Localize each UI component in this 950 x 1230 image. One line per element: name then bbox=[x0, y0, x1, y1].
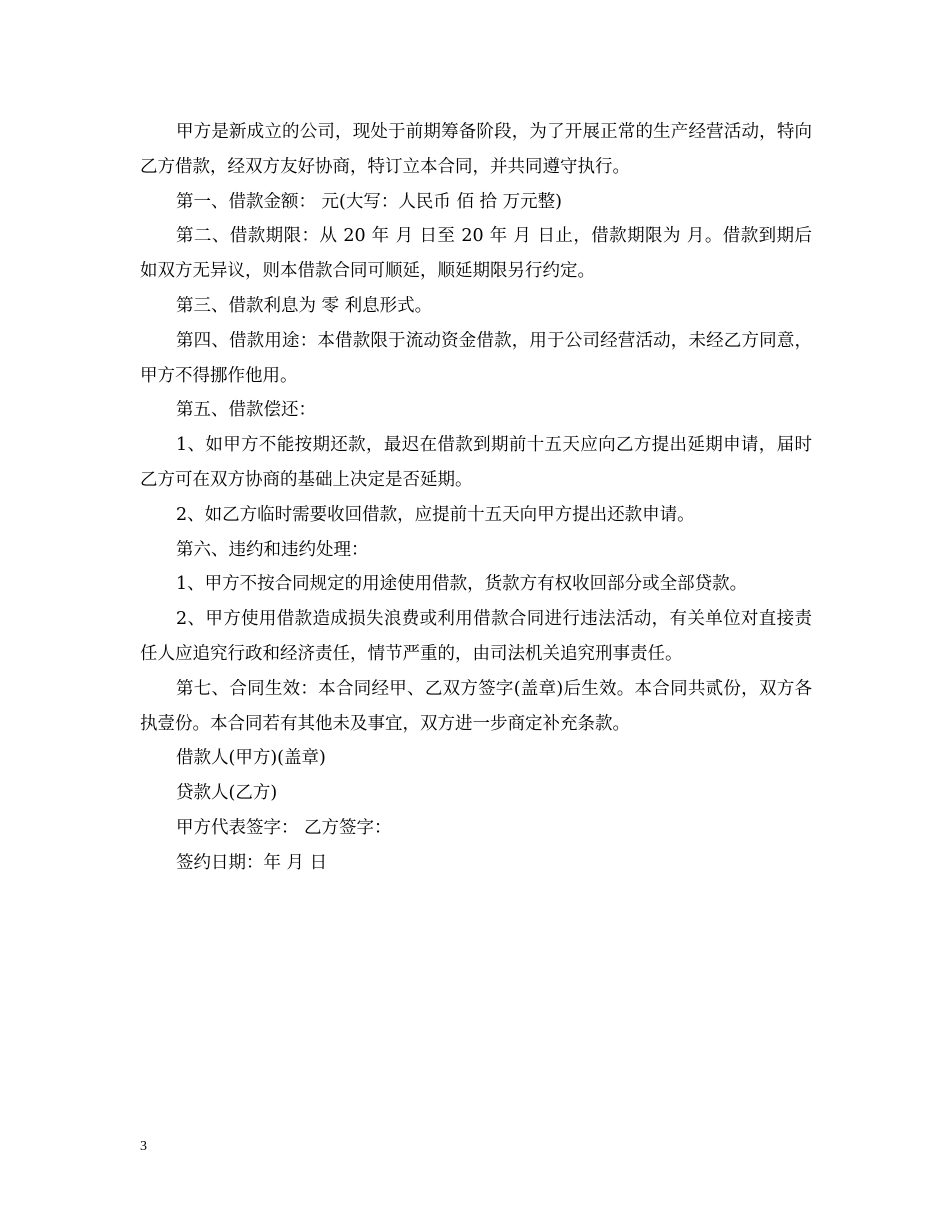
lender-signature-line: 贷款人(乙方) bbox=[176, 783, 278, 804]
borrower-signature-line: 借款人(甲方)(盖章) bbox=[176, 748, 326, 769]
clause-5-item-2: 2、如乙方临时需要收回借款，应提前十五天向甲方提出还款申请。 bbox=[176, 504, 695, 525]
clause-1-loan-amount: 第一、借款金额： 元(大写：人民币 佰 拾 万元整) bbox=[176, 191, 562, 212]
clause-6-breach-heading: 第六、违约和违约处理： bbox=[176, 539, 369, 560]
clause-5-repayment-heading: 第五、借款偿还： bbox=[176, 400, 316, 421]
clause-5-item-1: 1、如甲方不能按期还款，最迟在借款到期前十五天应向乙方提出延期申请，届时乙方可在双方协商的基础上决定是否延期。 bbox=[140, 435, 812, 490]
intro-paragraph: 甲方是新成立的公司，现处于前期筹备阶段，为了开展正常的生产经营活动，特向乙方借款，经双方友好协商，特订立本合同，并共同遵守执行。 bbox=[140, 122, 812, 177]
signing-date-line: 签约日期：年 月 日 bbox=[176, 852, 328, 873]
document-body bbox=[140, 115, 812, 881]
clause-6-item-2: 2、甲方使用借款造成损失浪费或利用借款合同进行违法活动，有关单位对直接责任人应追究行政和经济责任，情节严重的，由司法机关追究刑事责任。 bbox=[140, 609, 812, 664]
clause-6-item-1: 1、甲方不按合同规定的用途使用借款，货款方有权收回部分或全部贷款。 bbox=[176, 574, 748, 595]
page-number: 3 bbox=[140, 1139, 147, 1154]
clause-3-interest: 第三、借款利息为 零 利息形式。 bbox=[176, 295, 433, 316]
clause-7-effectiveness: 第七、合同生效：本合同经甲、乙双方签字(盖章)后生效。本合同共贰份，双方各执壹份。本合同若有其他未及事宜，双方进一步商定补充条款。 bbox=[140, 678, 812, 734]
clause-2-loan-term: 第二、借款期限：从 20 年 月 日至 20 年 月 日止，借款期限为 月。借款到期后如双方无异议，则本借款合同可顺延，顺延期限另行约定。 bbox=[140, 226, 812, 282]
clause-4-loan-purpose: 第四、借款用途：本借款限于流动资金借款，用于公司经营活动，未经乙方同意，甲方不得挪作他用。 bbox=[140, 330, 812, 386]
representative-signatures-line: 甲方代表签字： 乙方签字： bbox=[176, 817, 392, 838]
